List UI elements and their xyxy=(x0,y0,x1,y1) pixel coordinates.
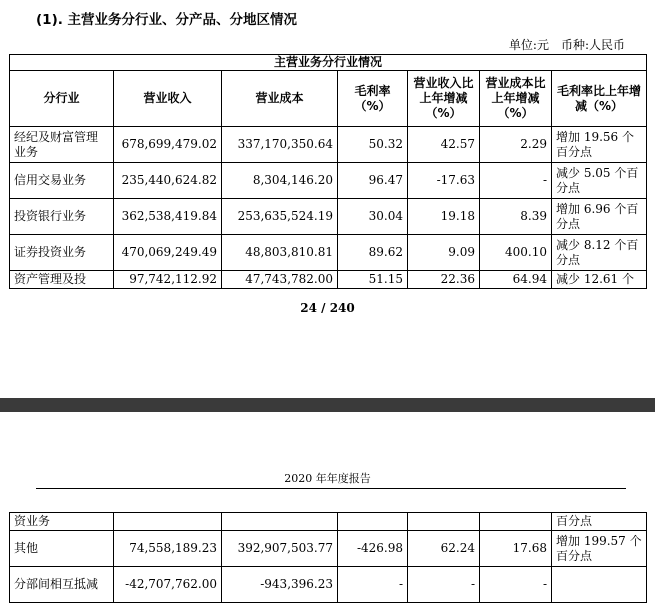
cell-revenue-change: 22.36 xyxy=(408,271,480,289)
header-revenue: 营业收入 xyxy=(114,71,222,127)
cell-revenue-change: 62.24 xyxy=(408,531,480,567)
cell-cost-change: 8.39 xyxy=(480,199,552,235)
cell-gross-margin: 89.62 xyxy=(338,235,408,271)
table-caption: 主营业务分行业情况 xyxy=(10,55,647,71)
cell-gross-margin: 96.47 xyxy=(338,163,408,199)
cell-margin-change: 减少 8.12 个百分点 xyxy=(552,235,647,271)
cell-gross-margin: 50.32 xyxy=(338,127,408,163)
industry-table xyxy=(9,54,647,289)
cell-gross-margin xyxy=(338,513,408,531)
report-header: 2020 年年度报告 xyxy=(284,472,371,485)
cell-revenue: 678,699,479.02 xyxy=(114,127,222,163)
cell-gross-margin: - xyxy=(338,567,408,603)
cell-cost-change: 400.10 xyxy=(480,235,552,271)
cell-margin-change: 减少 5.05 个百分点 xyxy=(552,163,647,199)
cell-industry: 资业务 xyxy=(10,513,114,531)
table-row xyxy=(10,127,647,163)
cell-cost: 253,635,524.19 xyxy=(222,199,338,235)
header-cost: 营业成本 xyxy=(222,71,338,127)
cell-margin-change: 减少 12.61 个 xyxy=(552,271,647,289)
header-margin-change: 毛利率比上年增减（%） xyxy=(552,71,647,127)
header-revenue-change: 营业收入比上年增减（%） xyxy=(408,71,480,127)
cell-margin-change: 增加 6.96 个百分点 xyxy=(552,199,647,235)
cell-revenue: 235,440,624.82 xyxy=(114,163,222,199)
cell-revenue-change: -17.63 xyxy=(408,163,480,199)
cell-cost-change: 64.94 xyxy=(480,271,552,289)
cell-cost-change: 2.29 xyxy=(480,127,552,163)
cell-cost xyxy=(222,513,338,531)
cell-cost: 48,803,810.81 xyxy=(222,235,338,271)
header-cost-change: 营业成本比上年增减（%） xyxy=(480,71,552,127)
cell-revenue-change: 42.57 xyxy=(408,127,480,163)
cell-gross-margin: 30.04 xyxy=(338,199,408,235)
cell-industry: 信用交易业务 xyxy=(10,163,114,199)
unit-currency-line: 单位:元 币种:人民币 xyxy=(508,38,625,52)
cell-industry: 投资银行业务 xyxy=(10,199,114,235)
cell-gross-margin: -426.98 xyxy=(338,531,408,567)
cell-cost: -943,396.23 xyxy=(222,567,338,603)
cell-margin-change xyxy=(552,567,647,603)
cell-industry: 资产管理及投 xyxy=(10,271,114,289)
header-gross-margin: 毛利率（%） xyxy=(338,71,408,127)
cell-margin-change: 增加 199.57 个百分点 xyxy=(552,531,647,567)
header-rule xyxy=(36,488,626,489)
cell-gross-margin: 51.15 xyxy=(338,271,408,289)
cell-revenue xyxy=(114,513,222,531)
page-number: 24 / 240 xyxy=(300,301,355,315)
table-row xyxy=(10,271,647,289)
table-row xyxy=(10,199,647,235)
header-industry: 分行业 xyxy=(10,71,114,127)
cell-margin-change: 百分点 xyxy=(552,513,647,531)
cell-cost-change: 17.68 xyxy=(480,531,552,567)
cell-cost: 392,907,503.77 xyxy=(222,531,338,567)
cell-industry: 其他 xyxy=(10,531,114,567)
cell-revenue: 362,538,419.84 xyxy=(114,199,222,235)
section-title: (1). 主营业务分行业、分产品、分地区情况 xyxy=(36,12,298,28)
cell-revenue: 97,742,112.92 xyxy=(114,271,222,289)
cell-margin-change: 增加 19.56 个百分点 xyxy=(552,127,647,163)
page-separator xyxy=(0,398,655,412)
cell-revenue: 74,558,189.23 xyxy=(114,531,222,567)
table-row xyxy=(10,513,647,531)
cell-cost: 47,743,782.00 xyxy=(222,271,338,289)
cell-revenue-change: 19.18 xyxy=(408,199,480,235)
table-row xyxy=(10,567,647,603)
cell-revenue-change: - xyxy=(408,567,480,603)
page-bottom xyxy=(0,412,655,609)
cell-industry: 分部间相互抵减 xyxy=(10,567,114,603)
table-row xyxy=(10,235,647,271)
cell-industry: 经纪及财富管理业务 xyxy=(10,127,114,163)
cell-cost-change: - xyxy=(480,163,552,199)
cell-revenue-change xyxy=(408,513,480,531)
cell-revenue: -42,707,762.00 xyxy=(114,567,222,603)
table-row xyxy=(10,163,647,199)
cell-cost: 8,304,146.20 xyxy=(222,163,338,199)
cell-industry: 证券投资业务 xyxy=(10,235,114,271)
cell-cost-change: - xyxy=(480,567,552,603)
cell-revenue: 470,069,249.49 xyxy=(114,235,222,271)
cell-cost-change xyxy=(480,513,552,531)
cell-revenue-change: 9.09 xyxy=(408,235,480,271)
industry-table-continued xyxy=(9,512,647,603)
table-row xyxy=(10,531,647,567)
cell-cost: 337,170,350.64 xyxy=(222,127,338,163)
